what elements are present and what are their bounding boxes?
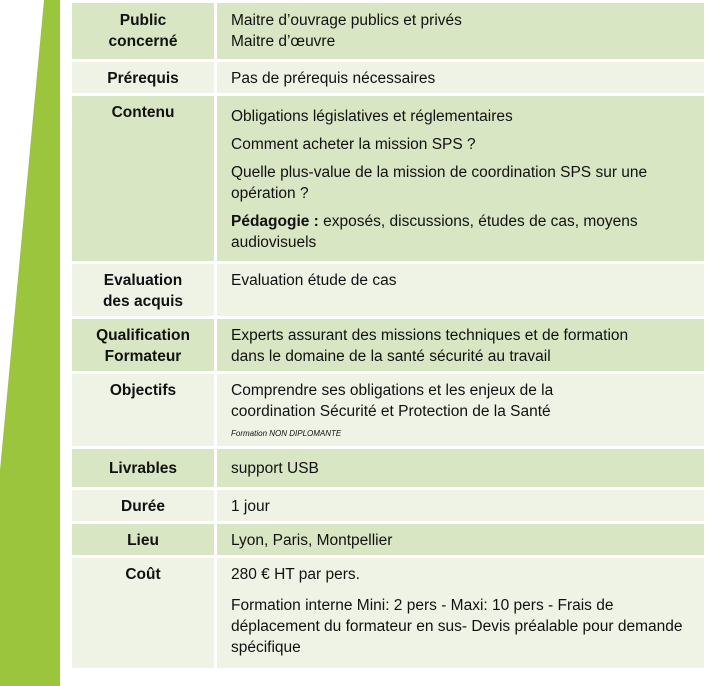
diploma-note: Formation NON DIPLOMANTE xyxy=(231,429,342,438)
training-info-table xyxy=(72,0,704,668)
value-lieu: Lyon, Paris, Montpellier xyxy=(214,521,704,555)
row-public xyxy=(72,0,704,59)
label-evaluation: Evaluation des acquis xyxy=(72,261,214,316)
value-objectifs: Comprendre ses obligations et les enjeux de la coordination Sécurité et Protection de la Santé Formation NON DIPLOMANTE xyxy=(214,371,704,446)
label-duree: Durée xyxy=(72,487,214,521)
label-cout: Coût xyxy=(72,555,214,668)
value-prerequis: Pas de prérequis nécessaires xyxy=(214,59,704,93)
row-duree xyxy=(72,487,704,521)
value-qualification: Experts assurant des missions techniques et de formation dans le domaine de la santé sécurité au travail xyxy=(214,316,704,371)
row-livrables xyxy=(72,446,704,487)
row-prerequis xyxy=(72,59,704,93)
value-cout: 280 € HT par pers. Formation interne Mini: 2 pers - Maxi: 10 pers - Frais de déplacement du formateur en sus- Devis préalable pour demande spécifique xyxy=(214,555,704,668)
label-qualification: Qualification Formateur xyxy=(72,316,214,371)
label-prerequis: Prérequis xyxy=(72,59,214,93)
decorative-green-stripe xyxy=(0,0,60,686)
row-evaluation xyxy=(72,261,704,316)
value-contenu: Obligations législatives et réglementaires Comment acheter la mission SPS ? Quelle plus-value de la mission de coordination SPS sur une opération ? Pédagogie : exposés, discussions, études de cas, moyens audiovisuels xyxy=(214,93,704,261)
label-contenu: Contenu xyxy=(72,93,214,261)
value-livrables: support USB xyxy=(214,446,704,487)
value-duree: 1 jour xyxy=(214,487,704,521)
row-objectifs xyxy=(72,371,704,446)
value-public: Maitre d’ouvrage publics et privés Maitre d’œuvre xyxy=(214,0,704,59)
row-contenu xyxy=(72,93,704,261)
row-lieu xyxy=(72,521,704,555)
row-qualification xyxy=(72,316,704,371)
value-evaluation: Evaluation étude de cas xyxy=(214,261,704,316)
label-objectifs: Objectifs xyxy=(72,371,214,446)
row-cout xyxy=(72,555,704,668)
label-lieu: Lieu xyxy=(72,521,214,555)
label-livrables: Livrables xyxy=(72,446,214,487)
pedagogie-paragraph: Pédagogie : exposés, discussions, études de cas, moyens audiovisuels xyxy=(231,213,638,251)
stripe-shape xyxy=(0,0,60,686)
label-public: Public concerné xyxy=(72,0,214,59)
